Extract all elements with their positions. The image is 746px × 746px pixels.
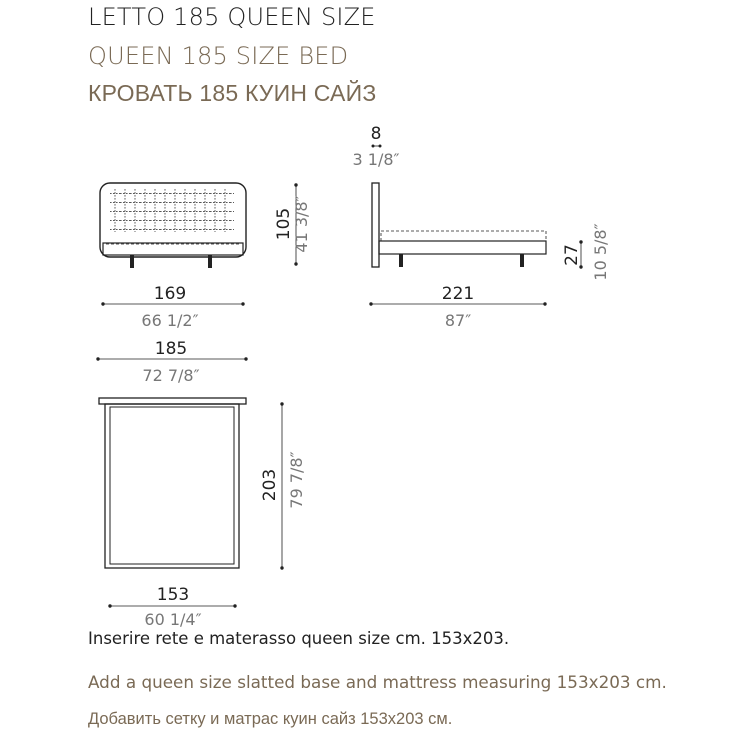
dim-side-length-in: 87″ [444,311,472,330]
dim-top-width-in: 72 7/8″ [142,366,200,385]
side-leg-right [520,254,524,267]
top-headboard [99,398,246,404]
dim-side-height-in: 10 5/8″ [591,223,610,281]
front-view [100,183,246,268]
dim-headboard-depth-cm: 8 [370,124,382,144]
dim-top-length-line [280,402,283,569]
dim-front-height-cm: 105 [274,207,294,241]
top-bed-frame [105,404,239,568]
side-view [372,183,546,267]
side-bed-frame [379,241,546,254]
dim-top-length-cm: 203 [260,468,280,502]
front-bed-frame [103,243,243,255]
title-english: QUEEN 185 SIZE BED [88,42,349,70]
dim-inner-width-cm: 153 [156,585,190,605]
dim-front-width-cm: 169 [153,284,187,304]
dim-side-length-cm: 221 [441,284,475,304]
note-russian: Добавить сетку и матрас куин сайз 153x203 см. [88,710,453,728]
title-russian: КРОВАТЬ 185 КУИН САЙЗ [88,80,377,106]
dim-side-height-cm: 27 [562,244,582,266]
top-mattress-area [110,407,234,564]
note-english: Add a queen size slatted base and mattress measuring 153x203 cm. [88,672,667,692]
side-mattress [381,231,546,241]
dim-inner-width-in: 60 1/4″ [144,610,202,629]
dim-front-height-in: 41 3/8″ [292,195,311,253]
dim-front-width-in: 66 1/2″ [141,311,199,330]
side-headboard [372,183,379,267]
dim-headboard-depth-in: 3 1/8″ [352,150,400,169]
top-view [99,398,246,568]
side-leg-left [399,254,403,267]
front-leg-right [208,255,212,268]
title-italian: LETTO 185 QUEEN SIZE [88,3,376,31]
dim-headboard-depth-line [372,145,382,148]
dim-top-length-in: 79 7/8″ [287,451,306,509]
front-headboard-quilting [110,188,234,232]
dim-top-width-cm: 185 [154,339,188,359]
front-leg-left [130,255,134,268]
note-italian: Inserire rete e materasso queen size cm. 153x203. [88,629,510,648]
